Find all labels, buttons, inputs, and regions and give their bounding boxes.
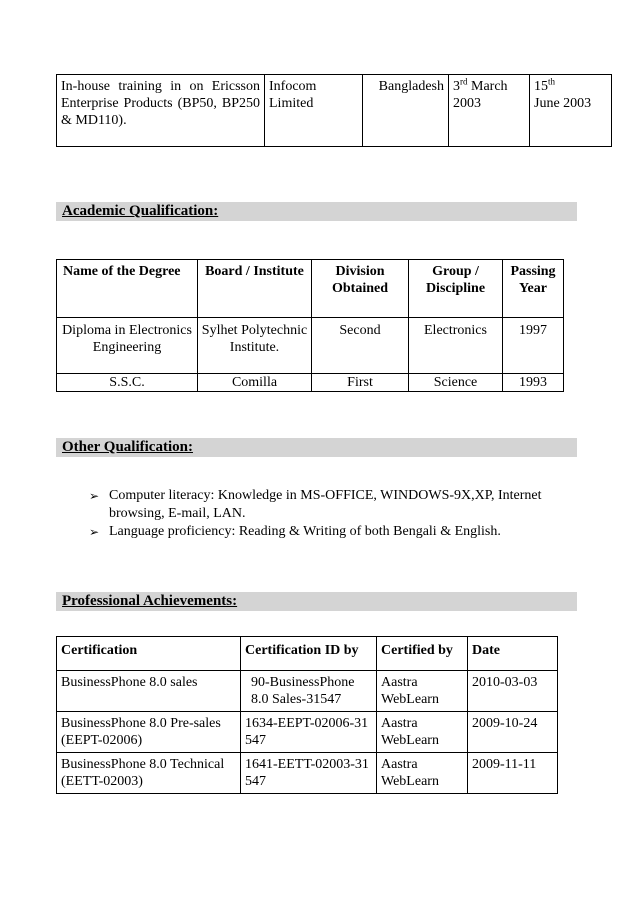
arrow-bullet-icon: ➢ xyxy=(89,525,100,539)
table-cell: First xyxy=(312,374,409,392)
col-header: Certification xyxy=(57,637,241,671)
table-cell: 1641-EETT-02003-31547 xyxy=(241,753,377,794)
training-table xyxy=(56,74,612,147)
table-cell: Aastra WebLearn xyxy=(377,712,468,753)
list-item xyxy=(89,487,589,523)
list-item xyxy=(89,523,589,541)
end-rest: June 2003 xyxy=(534,96,592,111)
table-row xyxy=(57,318,564,374)
training-organization xyxy=(265,75,363,147)
start-year: 2003 xyxy=(453,96,481,111)
table-row xyxy=(57,753,558,794)
arrow-bullet-icon: ➢ xyxy=(89,489,100,503)
table-row xyxy=(57,712,558,753)
academic-table xyxy=(56,259,564,392)
training-organization-line2: Limited xyxy=(269,96,314,111)
list-item-text: Language proficiency: Reading & Writing of both Bengali & English. xyxy=(109,524,501,539)
training-start-date xyxy=(449,75,530,147)
table-cell: BusinessPhone 8.0 Pre-sales (EEPT-02006) xyxy=(57,712,241,753)
table-cell: S.S.C. xyxy=(57,374,198,392)
training-end-date xyxy=(530,75,612,147)
end-day-suffix: th xyxy=(548,76,556,87)
table-cell: Second xyxy=(312,318,409,374)
table-cell: Sylhet Polytechnic Institute. xyxy=(198,318,312,374)
table-cell: 2009-10-24 xyxy=(468,712,558,753)
table-cell: Aastra WebLearn xyxy=(377,753,468,794)
col-header: Passing Year xyxy=(503,260,564,318)
start-month: March xyxy=(467,79,508,94)
table-cell: BusinessPhone 8.0 sales xyxy=(57,671,241,712)
academic-heading-bar xyxy=(56,202,577,221)
academic-heading: Academic Qualification: xyxy=(62,203,219,219)
table-cell: 2010-03-03 xyxy=(468,671,558,712)
achievements-heading-bar xyxy=(56,592,577,611)
table-cell: Aastra WebLearn xyxy=(377,671,468,712)
table-row xyxy=(57,671,558,712)
table-header-row xyxy=(57,260,564,318)
col-header: Division Obtained xyxy=(312,260,409,318)
table-header-row xyxy=(57,637,558,671)
col-header: Date xyxy=(468,637,558,671)
other-heading-bar xyxy=(56,438,577,457)
table-row xyxy=(57,75,612,147)
start-day-suffix: rd xyxy=(460,76,468,87)
list-item-text: Computer literacy: Knowledge in MS-OFFICE, WINDOWS-9X,XP, Internet browsing, E-mail, LAN. xyxy=(109,488,542,521)
achievements-table xyxy=(56,636,558,794)
table-cell: 1993 xyxy=(503,374,564,392)
start-day: 3 xyxy=(453,79,460,94)
table-cell: Comilla xyxy=(198,374,312,392)
table-cell: Diploma in Electronics Engineering xyxy=(57,318,198,374)
col-header: Certification ID by xyxy=(241,637,377,671)
table-row xyxy=(57,374,564,392)
col-header: Group / Discipline xyxy=(409,260,503,318)
training-organization-line1: Infocom xyxy=(269,79,317,94)
other-qualification-list xyxy=(89,487,589,541)
table-cell: 1634-EEPT-02006-31547 xyxy=(241,712,377,753)
end-day: 15 xyxy=(534,79,548,94)
table-cell: 2009-11-11 xyxy=(468,753,558,794)
table-cell: BusinessPhone 8.0 Technical (EETT-02003) xyxy=(57,753,241,794)
table-cell: 90-BusinessPhone 8.0 Sales-31547 xyxy=(241,671,377,712)
table-cell: Science xyxy=(409,374,503,392)
col-header: Board / Institute xyxy=(198,260,312,318)
training-country: Bangladesh xyxy=(363,75,449,147)
col-header: Certified by xyxy=(377,637,468,671)
achievements-heading: Professional Achievements: xyxy=(62,593,238,609)
table-cell: 1997 xyxy=(503,318,564,374)
table-cell: Electronics xyxy=(409,318,503,374)
col-header: Name of the Degree xyxy=(57,260,198,318)
training-program: In-house training in on Ericsson Enterprise Products (BP50, BP250 & MD110). xyxy=(57,75,265,147)
other-heading: Other Qualification: xyxy=(62,439,193,455)
